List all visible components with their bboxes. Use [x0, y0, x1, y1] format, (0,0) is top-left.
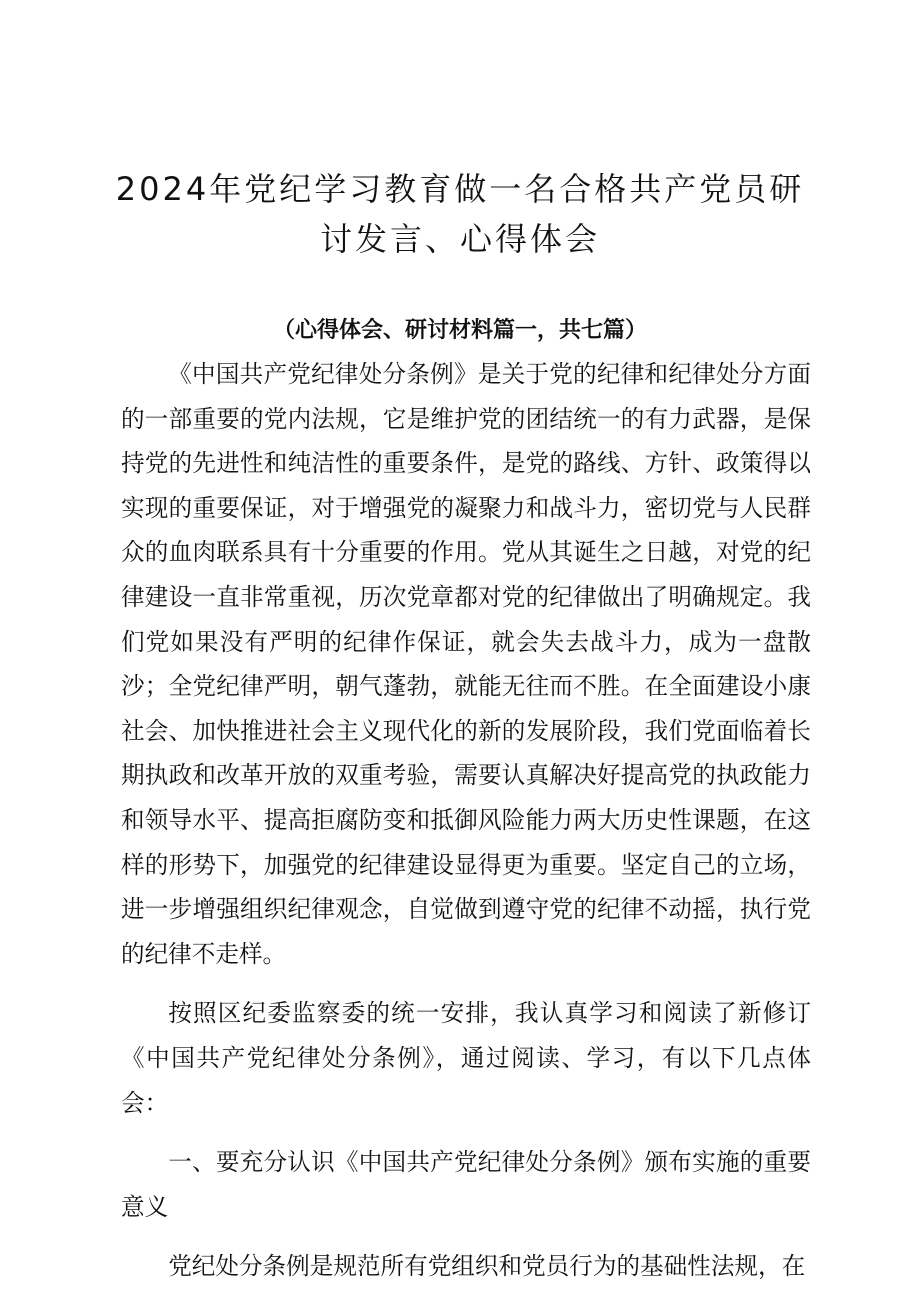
- paragraph-2: 按照区纪委监察委的统一安排，我认真学习和阅读了新修订《中国共产党纪律处分条例》，通过阅读、学习，有以下几点体会：: [121, 999, 811, 1117]
- section-heading-1: 一、要充分认识《中国共产党纪律处分条例》颁布实施的重要意义: [121, 1148, 811, 1221]
- title-line-2: 讨发言、心得体会: [319, 220, 600, 258]
- paragraph-3: 党纪处分条例是规范所有党组织和党员行为的基础性法规，在: [168, 1252, 806, 1281]
- title-line-1: 2024年党纪学习教育做一名合格共产党员研: [115, 170, 805, 208]
- paragraph-1: 《中国共产党纪律处分条例》是关于党的纪律和纪律处分方面的一部重要的党内法规，它是维护党的团结统一的有力武器，是保持党的先进性和纯洁性的重要条件，是党的路线、方针、政策得以实现的重要保证，对于增强党的凝聚力和战斗力，密切党与人民群众的血肉联系具有十分重要的作用。党从其诞生之日越，对党的纪律建设一直非常重视，历次党章都对党的纪律做出了明确规定。我们党如果没有严明的纪律作保证，就会失去战斗力，成为一盘散沙；全党纪律严明，朝气蓬勃，就能无往而不胜。在全面建设小康社会、加快推进社会主义现代化的新的发展阶段，我们党面临着长期执政和改革开放的双重考验，需要认真解决好提高党的执政能力和领导水平、提高拒腐防变和抵御风险能力两大历史性课题，在这样的形势下，加强党的纪律建设显得更为重要。坚定自己的立场，进一步增强组织纪律观念，自觉做到遵守党的纪律不动摇，执行党的纪律不走样。: [121, 360, 811, 968]
- document-body: [121, 352, 811, 1289]
- document-subtitle: （心得体会、研讨材料篇一，共七篇）: [272, 317, 647, 343]
- document-title: [110, 164, 810, 264]
